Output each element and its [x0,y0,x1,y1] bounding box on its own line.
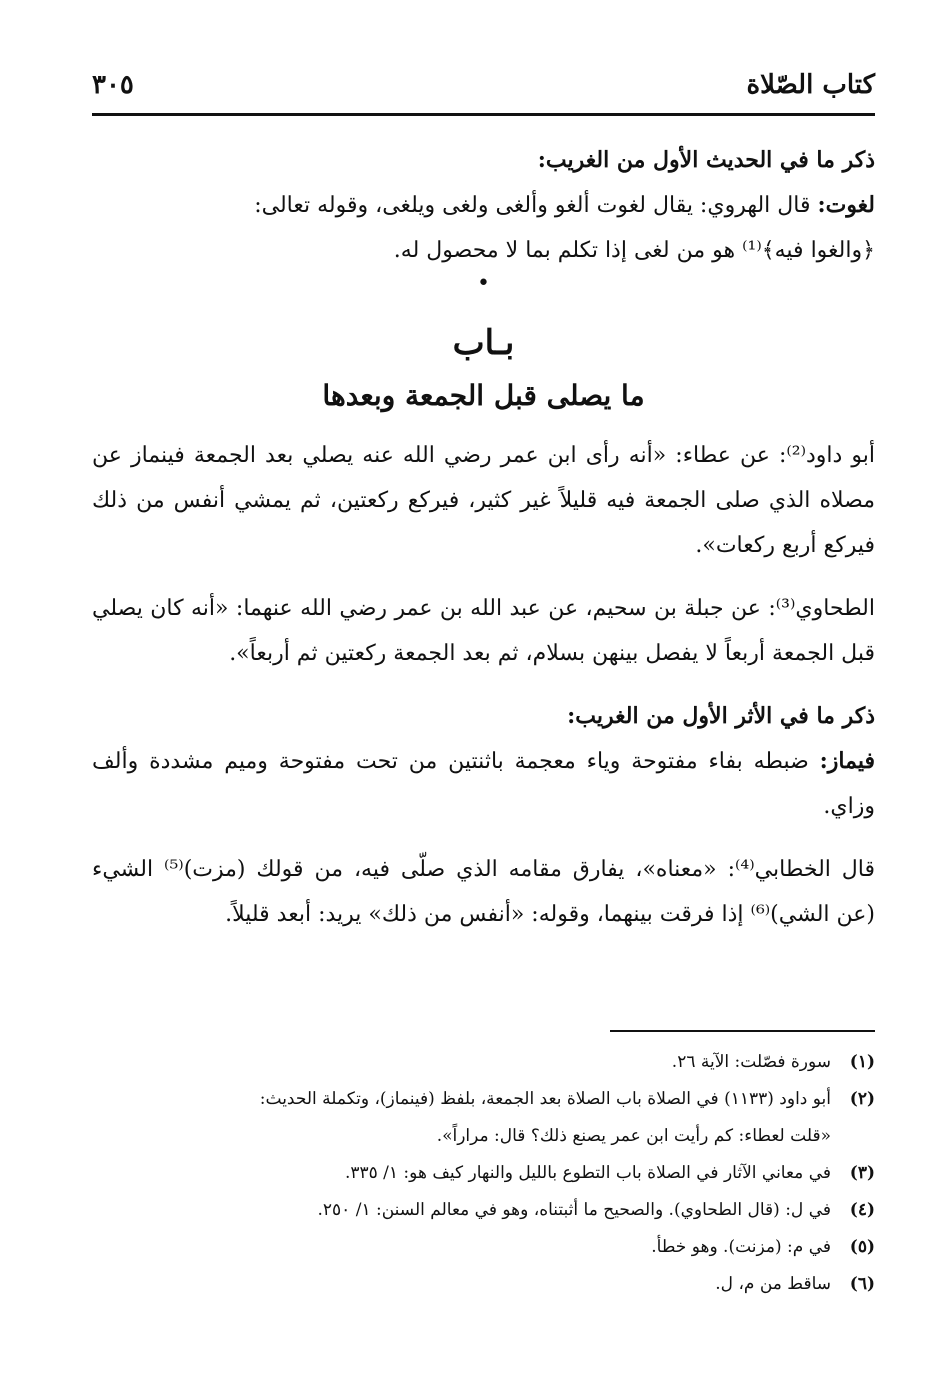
section-heading-gharib-athar: ذكر ما في الأثر الأول من الغريب: [567,703,875,729]
running-title: كتاب الصّلاة [746,70,875,100]
header-rule [92,113,875,116]
paragraph-khattabi [92,847,875,937]
chapter-title: ما يصلى قبل الجمعة وبعدها [322,379,645,412]
paragraph-laghawt-cont: ﴿والغوا فيه﴾⁽¹⁾ هو من لغى إذا تكلم بما لا محصول له. [393,238,875,263]
footnote-text: ساقط من م، ل. [715,1274,831,1294]
paragraph-laghawt [92,183,875,228]
spacer [92,829,875,847]
narration-tahawi [92,586,875,676]
footnote-text: سورة فصّلت: الآية ٢٦. [671,1052,831,1072]
footnote-item [92,1229,875,1266]
section-heading-gharib-hadith: ذكر ما في الحديث الأول من الغريب: [537,147,875,173]
footnote-number: (١) [849,1052,875,1072]
page-header [92,60,875,110]
text-abudawud: عن عطاء: «أنه رأى ابن عمر رضي الله عنه يصلي بعد الجمعة فينماز عن مصلاه الذي صلى الجمعة فيه قليلاً غير كثير، فيركع ركعتين، ثم يمشي أنفس من ذلك فيركع أربع ركعات». [92,443,875,558]
footnote-text: أبو داود (١١٣٣) في الصلاة باب الصلاة بعد الجمعة، بلفظ (فينماز)، وتكملة الحديث: [259,1089,831,1109]
source-abudawud: أبو داود⁽²⁾: [778,443,876,468]
footnotes [92,1044,875,1303]
text-khattabi: «معناه»، يفارق مقامه الذي صلّى فيه، من قولك (مزت)⁽⁵⁾ الشيء (عن الشي)⁽⁶⁾ إذا فرقت بينهما، وقوله: «أنفس من ذلك» يريد: أبعد قليلاً. [92,857,875,927]
footnote-text: في م: (مزنت). وهو خطأ. [651,1237,831,1257]
fayamaz-text: ضبطه بفاء مفتوحة وياء معجمة باثنتين من تحت مفتوحة وميم مشددة وألف وزاي. [92,749,875,819]
term-fayamaz: فيماز: [819,748,875,774]
chapter-word: بـاب [452,323,515,363]
term-laghawt: لغوت: [817,192,875,218]
footnote-item [92,1155,875,1192]
separator-dot: • [477,271,490,296]
footnote-item [92,1266,875,1303]
source-tahawi: الطحاوي⁽³⁾: [768,596,875,621]
source-khattabi: قال الخطابي⁽⁴⁾: [727,857,876,882]
text-tahawi: عن جبلة بن سحيم، عن عبد الله بن عمر رضي الله عنهما: «أنه كان يصلي قبل الجمعة أربعاً لا يفصل بينهن بسلام، ثم بعد الجمعة ركعتين ثم أربعاً». [92,596,875,666]
footnote-item [92,1044,875,1081]
footnote-continuation: «قلت لعطاء: كم رأيت ابن عمر يصنع ذلك؟ قال: مراراً». [436,1126,831,1146]
footnote-number: (٤) [849,1200,875,1220]
spacer [92,676,875,694]
paragraph-fayamaz [92,739,875,829]
page-body [92,138,875,937]
laghawt-text: قال الهروي: يقال لغوت ألغو وألغى ولغى ويلغى، وقوله تعالى: [254,193,811,218]
footnote-number: (٣) [849,1163,875,1183]
footnote-text: في معاني الآثار في الصلاة باب التطوع بالليل والنهار كيف هو: ١/ ٣٣٥. [344,1163,831,1183]
footnote-number: (٢) [849,1089,875,1109]
footnote-rule [610,1030,875,1032]
page-number: ٣٠٥ [92,70,134,100]
footnote-text: في ل: (قال الطحاوي). والصحيح ما أثبتناه، وهو في معالم السنن: ١/ ٢٥٠. [317,1200,831,1220]
footnote-number: (٥) [849,1237,875,1257]
footnote-number: (٦) [849,1274,875,1294]
footnote-item [92,1081,875,1118]
spacer [92,568,875,586]
narration-abudawud [92,433,875,568]
footnote-item [92,1192,875,1229]
